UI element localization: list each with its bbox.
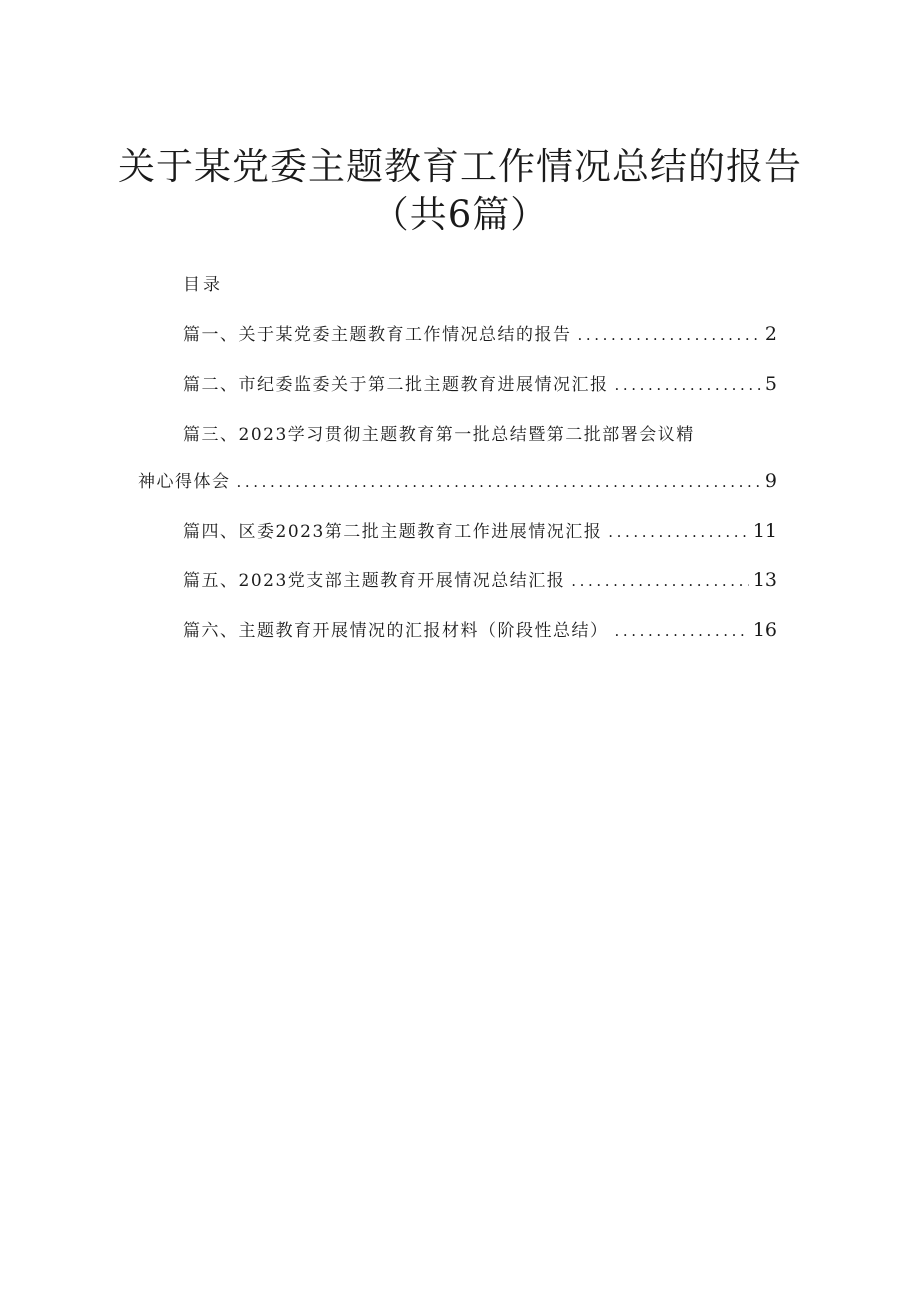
- toc-entry-label: 篇六、主题教育开展情况的汇报材料（阶段性总结）: [183, 621, 609, 641]
- toc-entry-5[interactable]: [183, 566, 777, 591]
- toc-entry-label: 神心得体会: [138, 472, 231, 492]
- toc-heading: 目录: [183, 275, 223, 295]
- toc-entry-label: 篇四、区委2023第二批主题教育工作进展情况汇报: [183, 522, 603, 542]
- toc-entry-page: 5: [764, 373, 777, 395]
- dot-leader: [608, 523, 749, 541]
- toc-entry-4[interactable]: [183, 517, 777, 542]
- toc-entry-3-label-line-1[interactable]: 篇三、2023学习贯彻主题教育第一批总结暨第二批部署会议精: [183, 425, 695, 445]
- toc-entry-2[interactable]: [183, 370, 777, 395]
- toc-entry-page: 9: [764, 470, 777, 492]
- toc-entry-6[interactable]: [183, 616, 777, 641]
- document-title-line-1: 关于某党委主题教育工作情况总结的报告: [118, 145, 802, 188]
- dot-leader: [615, 376, 761, 394]
- toc-entry-page: 16: [752, 619, 777, 641]
- dot-leader: [237, 473, 761, 491]
- toc-entry-page: 2: [764, 323, 777, 345]
- toc-entry-label: 篇一、关于某党委主题教育工作情况总结的报告: [183, 325, 572, 345]
- toc-entry-page: 13: [752, 569, 777, 591]
- document-title-line-2: （共6篇）: [371, 193, 549, 236]
- dot-leader: [578, 326, 761, 344]
- dot-leader: [615, 622, 749, 640]
- toc-entry-label: 篇五、2023党支部主题教育开展情况总结汇报: [183, 571, 566, 591]
- toc-entry-label: 篇二、市纪委监委关于第二批主题教育进展情况汇报: [183, 375, 609, 395]
- dot-leader: [571, 572, 749, 590]
- toc-entry-1[interactable]: [183, 320, 777, 345]
- toc-entry-page: 11: [752, 520, 777, 542]
- toc-entry-3[interactable]: [138, 467, 777, 492]
